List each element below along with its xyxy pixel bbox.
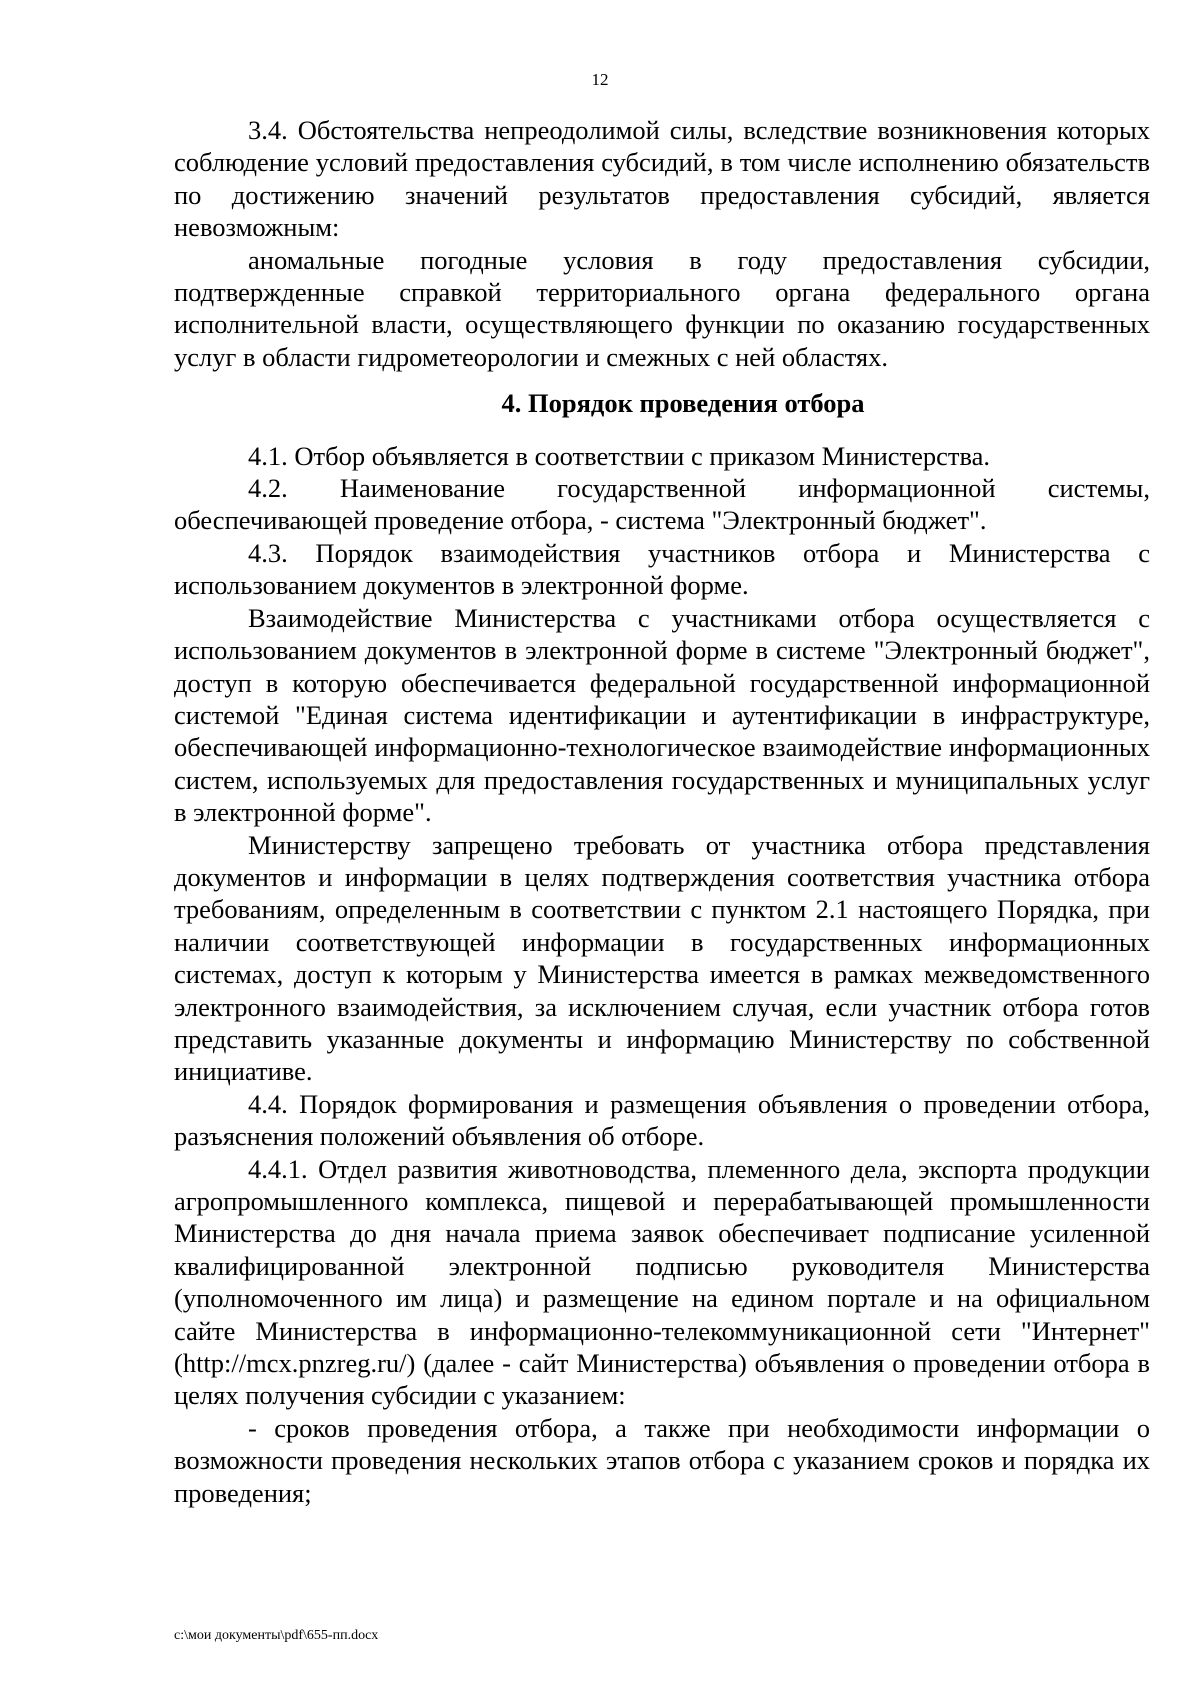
section-heading: 4. Порядок проведения отбора — [501, 388, 865, 419]
page-number: 12 — [591, 70, 609, 89]
paragraph-anomalous-weather: аномальные погодные условия в году предоставления субсидии, подтвержденные справкой территориального органа федерального органа исполнительной власти, осуществляющего функции по оказанию государственных услуг в области гидрометеорологии и смежных с ней областях. — [174, 244, 1150, 372]
paragraph-4-2: 4.2. Наименование государственной информационной системы, обеспечивающей проведение отбора, - система "Электронный бюджет". — [174, 473, 1150, 536]
paragraph-ministry-prohibition: Министерству запрещено требовать от участника отбора представления документов и информации в целях подтверждения соответствия участника отбора требованиям, определенным в соответствии с пунктом 2.1 настоящего Порядка, при наличии соответствующей информации в государственных информационных системах, доступ к которым у Министерства имеется в рамках межведомственного электронного взаимодействия, за исключением случая, если участник отбора готов представить указанные документы и информацию Министерству по собственной инициативе. — [174, 829, 1150, 1087]
paragraph-3-4: 3.4. Обстоятельства непреодолимой силы, вследствие возникновения которых соблюдение условий предоставления субсидий, в том числе исполнению обязательств по достижению значений результатов предоставления субсидий, является невозможным: — [174, 115, 1150, 243]
paragraph-4-1: 4.1. Отбор объявляется в соответствии с приказом Министерства. — [248, 440, 991, 471]
list-item-selection-terms: - сроков проведения отбора, а также при необходимости информации о возможности проведения нескольких этапов отбора с указанием сроков и порядка их проведения; — [174, 1412, 1150, 1508]
paragraph-4-4-1: 4.4.1. Отдел развития животноводства, племенного дела, экспорта продукции агропромышленного комплекса, пищевой и перерабатывающей промышленности Министерства до дня начала приема заявок обеспечивает подписание усиленной квалифицированной электронной подписью руководителя Министерства (уполномоченного им лица) и размещение на едином портале и на официальном сайте Министерства в информационно-телекоммуникационной сети "Интернет" (http://mcx.pnzreg.ru/) (далее - сайт Министерства) объявления о проведении отбора в целях получения субсидии с указанием: — [174, 1153, 1150, 1411]
footer-file-path: c:\мои документы\pdf\655-пп.docx — [174, 1628, 379, 1643]
document-body — [174, 114, 1150, 1509]
paragraph-4-3: 4.3. Порядок взаимодействия участников отбора и Министерства с использованием документов в электронной форме. — [174, 537, 1150, 601]
paragraph-interaction: Взаимодействие Министерства с участниками отбора осуществляется с использованием документов в электронной форме в системе "Электронный бюджет", доступ в которую обеспечивается федеральной государственной информационной системой "Единая система идентификации и аутентификации в инфраструктуре, обеспечивающей информационно-технологическое взаимодействие информационных систем, используемых для предоставления государственных и муниципальных услуг в электронной форме". — [174, 602, 1150, 828]
paragraph-4-4: 4.4. Порядок формирования и размещения объявления о проведении отбора, разъяснения положений объявления об отборе. — [174, 1088, 1150, 1152]
